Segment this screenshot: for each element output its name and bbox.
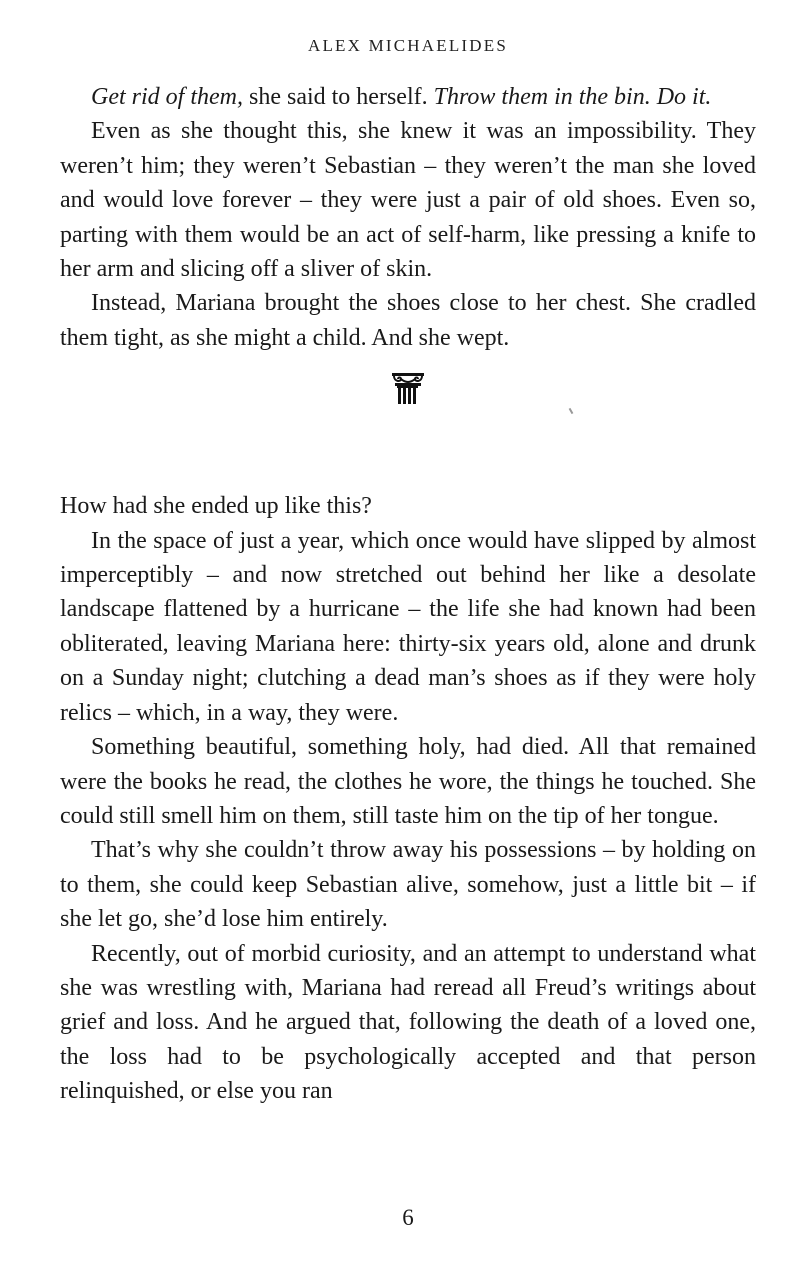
book-page <box>60 0 756 1280</box>
running-head: ALEX MICHAELIDES <box>308 36 508 55</box>
page-number: 6 <box>402 1205 414 1230</box>
body-text <box>60 80 756 1109</box>
section-break <box>60 355 756 489</box>
italic-phrase: Throw them in the bin. Do it. <box>433 84 712 110</box>
paragraph: How had she ended up like this? <box>60 493 372 520</box>
paragraph: That’s why she couldn’t throw away his possessions – by holding on to them, she could keep Sebastian alive, somehow, just a little bit – if she let go, she’d lose him entirely. <box>60 837 756 933</box>
paragraph: Even as she thought this, she knew it was an impossibility. They weren’t him; they weren’t Sebastian – they weren’t the man she loved and would love forever – they were just a pair of old shoes. Even so, parting with them would be an act of self-harm, like pressing a knife to her arm and slicing off a sliver of skin. <box>60 118 756 283</box>
ionic-column-icon <box>390 355 426 417</box>
paragraph <box>60 80 756 114</box>
paragraph: Recently, out of morbid curiosity, and an attempt to understand what she was wrestling with, Mariana had reread all Freud’s writings about grief and loss. And he argued that, following the death of a loved one, the loss had to be psychologically accepted and that person relinquished, or else you ran <box>60 940 756 1105</box>
italic-phrase: Get rid of them, <box>91 84 243 110</box>
paragraph: In the space of just a year, which once would have slipped by almost imperceptibly – and now stretched out behind her like a desolate landscape flattened by a hurricane – the life she had known had been obliterated, leaving Mariana here: thirty-six years old, alone and drunk on a Sunday night; clutching a dead man’s shoes as if they were holy relics – which, in a way, they were. <box>60 527 756 726</box>
paragraph: Instead, Mariana brought the shoes close to her chest. She cradled them tight, as she might a child. And she wept. <box>60 290 756 351</box>
paragraph-text: she said to herself. <box>242 84 434 110</box>
paragraph: Something beautiful, something holy, had died. All that remained were the books he read, the clothes he wore, the things he touched. She could still smell him on them, still taste him on the tip of her tongue. <box>60 734 756 829</box>
